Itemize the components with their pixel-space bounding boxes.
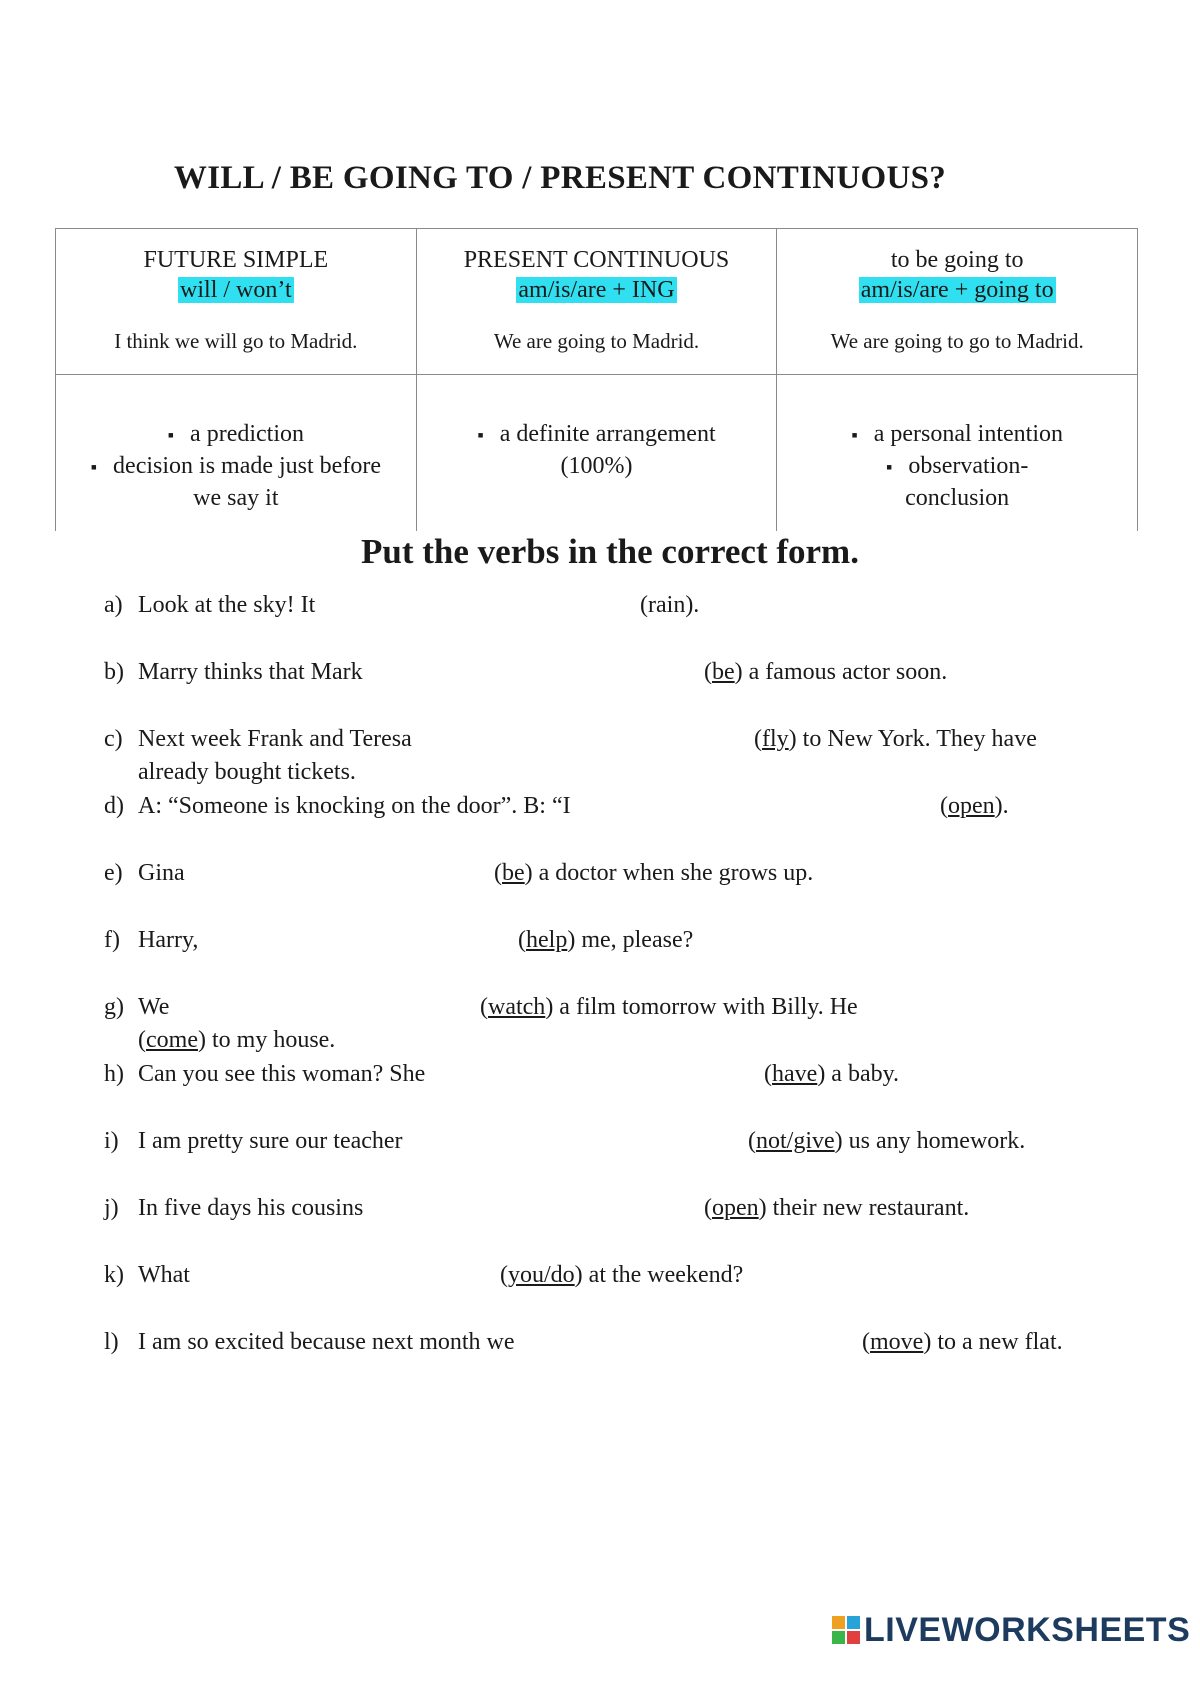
exercise-item (104, 722, 1104, 789)
future-simple-uses (56, 419, 416, 514)
worksheet-title: WILL / BE GOING TO / PRESENT CONTINUOUS? (173, 160, 947, 196)
exercise-text: Look at the sky! It (138, 592, 316, 618)
exercise-letter: b) (104, 659, 124, 685)
logo-text: LIVEWORKSHEETS (864, 1610, 1191, 1649)
verb: have (772, 1061, 818, 1087)
exercise-text: Harry, (138, 927, 199, 953)
exercise-letter: f) (104, 927, 120, 953)
exercise-text: Can you see this woman? She (138, 1061, 426, 1087)
exercise-letter: c) (104, 726, 123, 752)
verb: come (146, 1027, 198, 1053)
use-item: ▪ observation-conclusion (777, 451, 1137, 514)
verb-hint: (you/do) at the weekend? (500, 1262, 744, 1288)
exercise-letter: e) (104, 860, 123, 886)
exercise-text: I am so excited because next month we (138, 1329, 515, 1355)
verb: move (870, 1329, 924, 1355)
verb: you/do (508, 1262, 575, 1288)
exercise-text: What (138, 1262, 190, 1288)
going-to-uses-cell (777, 375, 1138, 532)
exercise-letter: g) (104, 994, 124, 1020)
verb-hint: (help) me, please? (518, 927, 694, 953)
exercise-letter: d) (104, 793, 124, 819)
exercise-item (104, 923, 1104, 990)
verb-hint: (have) a baby. (764, 1061, 900, 1087)
verb-hint: (move) to a new flat. (862, 1329, 1063, 1355)
going-to-heading: to be going to (890, 247, 1024, 273)
verb-hint: (fly) to New York. They have (754, 726, 1037, 752)
future-simple-heading: FUTURE SIMPLE (143, 247, 329, 273)
table-header-row (56, 229, 1138, 375)
use-item: ▪ a prediction (56, 419, 416, 451)
verb-hint: (open). (940, 793, 1009, 819)
verb: rain (648, 592, 686, 618)
exercise-text: We (138, 994, 170, 1020)
instructions-heading: Put the verbs in the correct form. (361, 532, 859, 571)
exercise-letter: a) (104, 592, 123, 618)
exercise-text: I am pretty sure our teacher (138, 1128, 403, 1154)
verb: watch (488, 994, 546, 1020)
exercise-item (104, 1191, 1104, 1258)
exercise-item (104, 990, 1104, 1057)
liveworksheets-logo-icon (832, 1616, 860, 1644)
liveworksheets-logo (832, 1610, 1190, 1650)
use-item: ▪ a personal intention (777, 419, 1137, 451)
exercise-text: A: “Someone is knocking on the door”. B: “I (138, 793, 571, 819)
present-continuous-cell (416, 229, 777, 375)
verb: help (526, 927, 568, 953)
exercise-letter: i) (104, 1128, 119, 1154)
table-uses-row (56, 375, 1138, 532)
exercise-item (104, 1258, 1104, 1325)
going-to-example: We are going to go to Madrid. (830, 329, 1084, 353)
exercise-letter: h) (104, 1061, 124, 1087)
exercise-item (104, 1124, 1104, 1191)
verb: open (712, 1195, 759, 1221)
verb: not/give (756, 1128, 835, 1154)
exercise-item (104, 856, 1104, 923)
exercise-item (104, 1057, 1104, 1124)
future-simple-uses-cell (56, 375, 417, 532)
exercise-text: Marry thinks that Mark (138, 659, 363, 685)
verb: open (948, 793, 995, 819)
exercise-item (104, 789, 1104, 856)
future-simple-example: I think we will go to Madrid. (114, 329, 358, 353)
future-simple-form: will / won’t (180, 277, 292, 303)
verb-hint: (open) their new restaurant. (704, 1195, 970, 1221)
verb-hint: (watch) a film tomorrow with Billy. He (480, 994, 858, 1020)
present-continuous-uses (417, 419, 777, 482)
present-continuous-form: am/is/are + ING (518, 277, 675, 303)
exercise-text: In five days his cousins (138, 1195, 364, 1221)
exercise-continuation: (come) to my house. (138, 1027, 336, 1053)
verb-hint: (rain). (640, 592, 700, 618)
going-to-form: am/is/are + going to (860, 277, 1054, 303)
going-to-cell (777, 229, 1138, 375)
exercise-text: Gina (138, 860, 185, 886)
present-continuous-heading: PRESENT CONTINUOUS (463, 247, 730, 273)
exercise-letter: k) (104, 1262, 124, 1288)
exercise-item (104, 588, 1104, 655)
future-simple-cell (56, 229, 417, 375)
exercise-item (104, 655, 1104, 722)
exercise-continuation: already bought tickets. (138, 759, 356, 785)
verb: fly (762, 726, 789, 752)
going-to-uses (777, 419, 1137, 514)
grammar-reference-table (55, 228, 1138, 531)
use-item: ▪ decision is made just before we say it (56, 451, 416, 514)
exercise-list (104, 588, 1104, 1392)
verb-hint: (not/give) us any homework. (748, 1128, 1026, 1154)
verb: be (502, 860, 525, 886)
verb-hint: (be) a doctor when she grows up. (494, 860, 814, 886)
verb: be (712, 659, 735, 685)
exercise-text: Next week Frank and Teresa (138, 726, 412, 752)
present-continuous-uses-cell (416, 375, 777, 532)
present-continuous-example: We are going to Madrid. (493, 329, 700, 353)
verb-hint: (be) a famous actor soon. (704, 659, 948, 685)
exercise-letter: l) (104, 1329, 119, 1355)
exercise-item (104, 1325, 1104, 1392)
exercise-letter: j) (104, 1195, 119, 1221)
use-item: ▪ a definite arrangement (100%) (417, 419, 777, 482)
